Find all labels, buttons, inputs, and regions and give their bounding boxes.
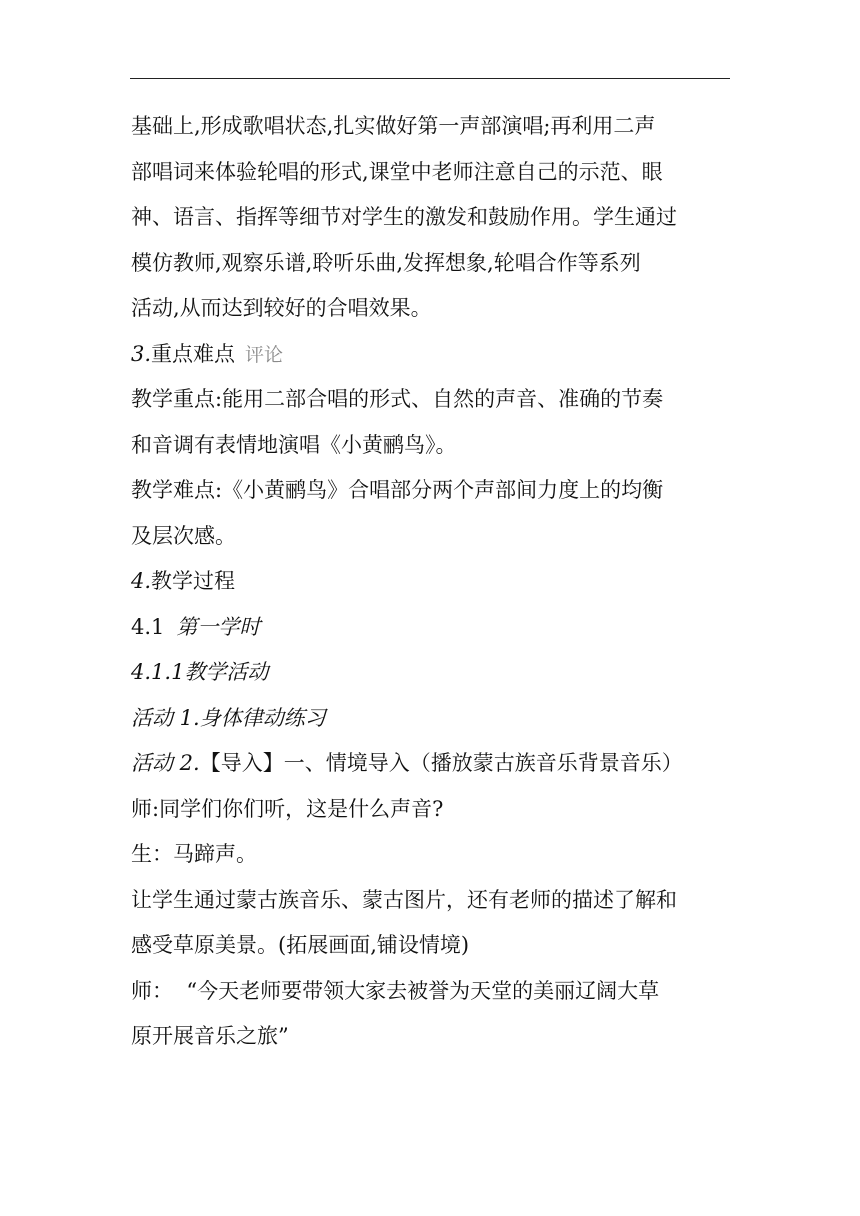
document-body (131, 104, 731, 1060)
teaching-focus-line: 教学重点:能用二部合唱的形式、自然的声音、准确的节奏 (131, 387, 664, 411)
heading-text: 教学活动 (184, 660, 269, 684)
paragraph-line: 活动,从而达到较好的合唱效果。 (131, 296, 432, 320)
activity-text: 【导入】一、情境导入（播放蒙古族音乐背景音乐） (199, 751, 683, 775)
teaching-difficulty-line: 及层次感。 (131, 523, 236, 548)
section-heading-4-1-1 (131, 650, 731, 696)
heading-number: 4.1 (131, 614, 165, 639)
section-heading-3 (131, 332, 731, 378)
teacher-line: 师:同学们你们听，这是什么声音? (131, 796, 444, 821)
teacher-line: 师： “今天老师要带领大家去被誉为天堂的美丽辽阔大草 (131, 978, 660, 1003)
heading-number: 4.1.1 (131, 660, 185, 684)
activity-2 (131, 741, 731, 787)
teacher-line: 原开展音乐之旅” (131, 1024, 289, 1048)
paragraph-line: 神、语言、指挥等细节对学生的激发和鼓励作用。学生通过 (131, 205, 677, 229)
heading-text: 教学过程 (151, 569, 236, 593)
heading-number: 3. (131, 341, 152, 366)
paragraph-line: 基础上,形成歌唱状态,扎实做好第一声部演唱;再利用二声 (131, 114, 656, 138)
paragraph-line: 部唱词来体验轮唱的形式,课堂中老师注意自己的示范、眼 (131, 159, 663, 184)
header-rule (130, 78, 730, 79)
heading-text: 重点难点 (151, 341, 236, 366)
section-heading-4-1 (131, 605, 731, 651)
student-line: 生：马蹄声。 (131, 842, 257, 866)
heading-number: 4. (131, 569, 152, 593)
comment-link[interactable]: 评论 (245, 343, 284, 366)
description-line: 让学生通过蒙古族音乐、蒙古图片，还有老师的描述了解和 (131, 887, 677, 912)
heading-text: 第一学时 (176, 614, 261, 639)
section-heading-4 (131, 559, 731, 605)
activity-1: 活动 1.身体律动练习 (131, 705, 326, 730)
activity-label: 活动 2. (131, 751, 200, 775)
teaching-difficulty-line: 教学难点:《小黄鹂鸟》合唱部分两个声部间力度上的均衡 (131, 478, 664, 502)
paragraph-line: 模仿教师,观察乐谱,聆听乐曲,发挥想象,轮唱合作等系列 (131, 250, 641, 275)
teaching-focus-line: 和音调有表情地演唱《小黄鹂鸟》。 (131, 432, 457, 457)
description-line: 感受草原美景。(拓展画面,铺设情境) (131, 933, 470, 957)
